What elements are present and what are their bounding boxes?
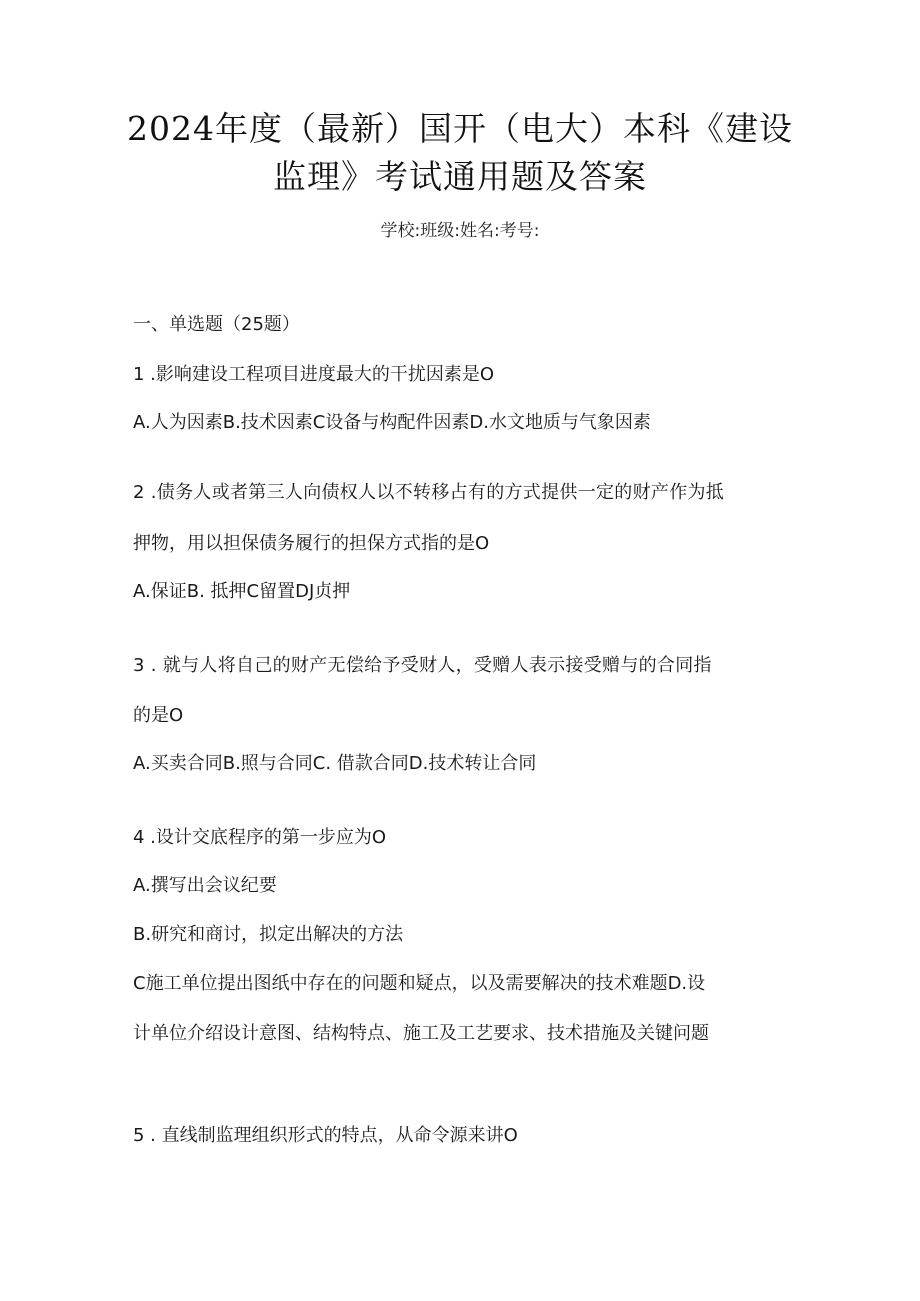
question-2-stem-line-2: 押物，用以担保债务履行的担保方式指的是O: [133, 533, 490, 554]
question-2-options: A.保证B. 抵押C留置DJ贞押: [133, 581, 351, 602]
question-4-stem: 4 .设计交底程序的第一步应为O: [133, 827, 387, 848]
question-4-option-a: A.撰写出会议纪要: [133, 875, 277, 896]
question-3-options: A.买卖合同B.照与合同C. 借款合同D.技术转让合同: [133, 753, 537, 774]
document-title-line-2: 监理》考试通用题及答案: [273, 157, 647, 196]
question-3-stem-line-2: 的是O: [133, 705, 184, 726]
document-title-line-1: 2024年度（最新）国开（电大）本科《建设: [127, 109, 793, 148]
question-1-stem: 1 .影响建设工程项目进度最大的干扰因素是O: [133, 364, 495, 385]
question-4-option-d-line-2: 计单位介绍设计意图、结构特点、施工及工艺要求、技术措施及关键问题: [133, 1023, 709, 1044]
section-heading: 一、单选题（25题）: [133, 314, 300, 335]
question-5-stem: 5 . 直线制监理组织形式的特点，从命令源来讲O: [133, 1125, 518, 1146]
question-4-option-b: B.研究和商讨，拟定出解决的方法: [133, 924, 404, 945]
question-1-options: A.人为因素B.技术因素C设备与构配件因素D.水文地质与气象因素: [133, 412, 651, 433]
question-4-option-c-d-line-1: C施工单位提出图纸中存在的问题和疑点，以及需要解决的技术难题D.设: [133, 973, 706, 994]
question-3-stem-line-1: 3 . 就与人将自己的财产无偿给予受财人，受赠人表示接受赠与的合同指: [133, 655, 712, 676]
question-2-stem-line-1: 2 .债务人或者第三人向债权人以不转移占有的方式提供一定的财产作为抵: [133, 482, 725, 503]
exam-meta-fields: 学校:班级:姓名:考号:: [380, 221, 540, 241]
